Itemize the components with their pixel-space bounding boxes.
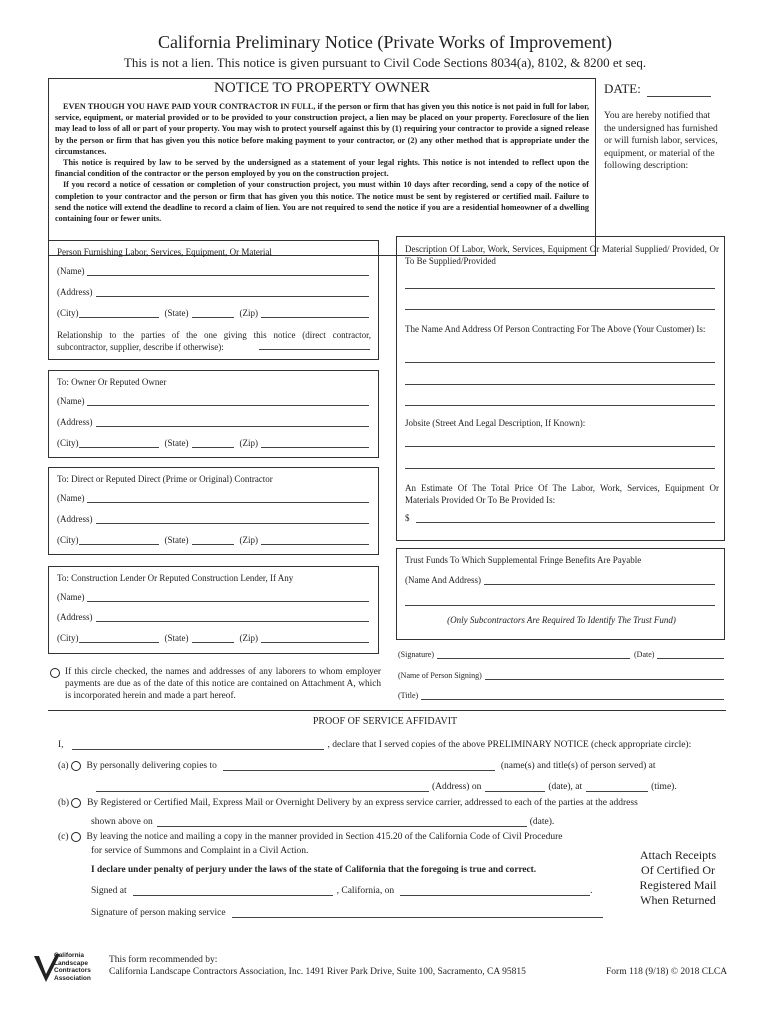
contracting-line-1[interactable] xyxy=(405,362,715,363)
signed-at-row[interactable] xyxy=(91,886,611,896)
footer-association: California Landscape Contractors Association, Inc. 1491 River Park Drive, Suite 100, Sacramento, CA 95815 xyxy=(109,967,526,977)
date-field[interactable] xyxy=(647,84,711,97)
owner-heading: To: Owner Or Reputed Owner xyxy=(57,377,167,387)
relationship-field[interactable] xyxy=(259,349,370,350)
attach-line-3: Registered Mail xyxy=(639,878,717,892)
attachment-circle[interactable] xyxy=(50,668,60,678)
owner-box xyxy=(48,370,379,458)
address-label: (Address) xyxy=(57,287,93,297)
attachment-note: If this circle checked, the names and addresses of any laborers to whom employer payments are due as of the date of this notice are contained on Attachment A, which is incorporated herein and made a part hereof. xyxy=(65,667,381,701)
footer-recommended: This form recommended by: xyxy=(109,955,218,965)
notice-box xyxy=(48,78,596,256)
proof-i-text: , declare that I served copies of the above PRELIMINARY NOTICE (check appropriate circle): xyxy=(327,740,692,750)
furnisher-address-field[interactable] xyxy=(57,287,369,297)
notice-heading: NOTICE TO PROPERTY OWNER xyxy=(214,80,430,96)
proof-a-row2[interactable] xyxy=(96,782,726,792)
clca-logo xyxy=(32,952,102,984)
footer-form-number: Form 118 (9/18) © 2018 CLCA xyxy=(606,967,728,977)
proof-c-label: (c) xyxy=(58,832,69,842)
furnisher-box xyxy=(48,240,379,360)
trust-line-2[interactable] xyxy=(405,605,715,606)
notice-paragraph-3: If you record a notice of cessation or completion of your construction project, you must within 10 days after recording, send a copy of the notice of completion to your contractor and the person or firm that has given you this notice. The notice must be sent by registered or certified mail. Failure to send the notice will extend the deadline to record a claim of lien. You are not required to send the notice if you are a residential homeowner of a dwelling containing four or fewer units. xyxy=(55,180,589,224)
proof-heading: PROOF OF SERVICE AFFIDAVIT xyxy=(312,716,458,727)
signed-at-label: Signed at xyxy=(91,886,127,896)
section-divider xyxy=(48,710,726,711)
description-line-1[interactable] xyxy=(405,288,715,289)
proof-i-row[interactable] xyxy=(58,740,726,750)
lender-heading: To: Construction Lender Or Reputed Construction Lender, If Any xyxy=(57,573,294,583)
zip-label: (Zip) xyxy=(239,535,258,545)
name-signing-label: (Name of Person Signing) xyxy=(398,671,482,680)
estimate-label: An Estimate Of The Total Price Of The Labor, Work, Services, Equipment Or Materials Provided Or To Be Provided Is: xyxy=(405,483,719,505)
zip-label: (Zip) xyxy=(239,308,258,318)
signature-row[interactable] xyxy=(398,649,724,659)
owner-city-row[interactable] xyxy=(57,438,369,448)
trust-box xyxy=(396,548,725,640)
city-label: (City) xyxy=(57,308,79,318)
form-title: California Preliminary Notice (Private Works of Improvement) xyxy=(157,32,613,52)
state-label: (State) xyxy=(164,308,189,318)
jobsite-line-1[interactable] xyxy=(405,446,715,447)
jobsite-line-2[interactable] xyxy=(405,468,715,469)
proof-b-row xyxy=(58,798,726,808)
address-label: (Address) xyxy=(57,417,93,427)
dollar-sign: $ xyxy=(405,513,410,523)
proof-a-circle[interactable] xyxy=(71,761,81,771)
contracting-line-2[interactable] xyxy=(405,384,715,385)
description-label: Description Of Labor, Work, Services, Equipment Or Material Supplied/ Provided, Or To Be Supplied/Provided xyxy=(405,244,719,266)
zip-label: (Zip) xyxy=(239,438,258,448)
owner-address-field[interactable] xyxy=(57,417,369,427)
address-label: (Address) xyxy=(57,612,93,622)
contractor-heading: To: Direct or Reputed Direct (Prime or Original) Contractor xyxy=(57,474,273,484)
city-label: (City) xyxy=(57,535,79,545)
attach-line-1: Attach Receipts xyxy=(639,848,717,862)
proof-b-row2[interactable] xyxy=(91,817,726,827)
contracting-label: The Name And Address Of Person Contracting For The Above (Your Customer) Is: xyxy=(405,324,706,334)
proof-c-circle[interactable] xyxy=(71,832,81,842)
proof-c-row xyxy=(58,832,726,842)
signed-period: . xyxy=(590,886,593,896)
trust-name-label: (Name And Address) xyxy=(405,575,481,585)
jobsite-label: Jobsite (Street And Legal Description, If Known): xyxy=(405,418,586,428)
server-signature-label: Signature of person making service xyxy=(91,908,226,918)
contractor-city-row[interactable] xyxy=(57,535,369,545)
city-label: (City) xyxy=(57,438,79,448)
estimate-field[interactable] xyxy=(405,513,715,523)
proof-a-date: (date), at xyxy=(548,782,583,792)
state-label: (State) xyxy=(164,633,189,643)
zip-label: (Zip) xyxy=(239,633,258,643)
name-label: (Name) xyxy=(57,493,85,503)
name-signing-row[interactable] xyxy=(398,670,724,680)
trust-note: (Only Subcontractors Are Required To Identify The Trust Fund) xyxy=(447,615,676,625)
city-label: (City) xyxy=(57,633,79,643)
attach-line-4: When Returned xyxy=(640,893,716,907)
proof-i-label: I, xyxy=(58,740,64,750)
date-label: DATE: xyxy=(604,81,641,96)
name-label: (Name) xyxy=(57,592,85,602)
proof-a-time: (time). xyxy=(651,782,677,792)
lender-address-field[interactable] xyxy=(57,612,369,622)
details-box xyxy=(396,236,725,541)
perjury-declaration: I declare under penalty of perjury under the laws of the state of California that the foregoing is true and correct. xyxy=(91,865,537,875)
contractor-name-field[interactable] xyxy=(57,493,369,503)
proof-b-date: (date). xyxy=(529,817,555,827)
relationship-label: Relationship to the parties of the one giving this notice (direct contractor, subcontractor, supplier, describe if otherwise): xyxy=(57,330,371,352)
trust-name-field[interactable] xyxy=(405,575,715,585)
server-signature-row[interactable] xyxy=(91,908,603,918)
state-label: (State) xyxy=(164,438,189,448)
proof-b-circle[interactable] xyxy=(71,798,81,808)
date-notified-text: You are hereby notified that the undersigned has furnished or will furnish labor, services, equipment, or material of the following description: xyxy=(604,111,718,171)
sign-date-label: (Date) xyxy=(634,650,655,659)
trust-heading: Trust Funds To Which Supplemental Fringe Benefits Are Payable xyxy=(405,555,642,565)
proof-c-text-1: By leaving the notice and mailing a copy in the manner provided in Section 415.20 of the California Code of Civil Procedure xyxy=(86,832,563,842)
california-on-label: , California, on xyxy=(336,886,395,896)
proof-b-shown: shown above on xyxy=(91,817,153,827)
proof-b-text: By Registered or Certified Mail, Express Mail or Overnight Delivery by an express service carrier, addressed to each of the parties at the address xyxy=(87,798,638,808)
proof-a-names: (name(s) and title(s) of person served) at xyxy=(500,761,656,771)
attach-receipts-note xyxy=(630,848,726,908)
furnisher-city-row[interactable] xyxy=(57,308,369,318)
logo-text-2: Landscape xyxy=(54,959,88,967)
furnisher-name-field[interactable] xyxy=(57,266,369,276)
contractor-box xyxy=(48,467,379,555)
contracting-line-3[interactable] xyxy=(405,405,715,406)
notice-paragraph-2: This notice is required by law to be served by the undersigned as a statement of your legal rights. This notice is not intended to reflect upon the financial condition of the contractor or the person employed by you on the construction project. xyxy=(55,158,589,179)
proof-a-label: (a) xyxy=(58,761,69,771)
name-label: (Name) xyxy=(57,396,85,406)
furnisher-heading: Person Furnishing Labor, Services, Equipment, Or Material xyxy=(57,247,272,257)
proof-a-row[interactable] xyxy=(58,761,726,771)
form-subtitle: This is not a lien. This notice is given pursuant to Civil Code Sections 8034(a), 8102, & 8200 et seq. xyxy=(123,55,647,70)
date-row xyxy=(604,81,711,97)
contractor-address-field[interactable] xyxy=(57,514,369,524)
proof-c-text-2: for service of Summons and Complaint in a Civil Action. xyxy=(91,846,309,856)
address-label: (Address) xyxy=(57,514,93,524)
owner-name-field[interactable] xyxy=(57,396,369,406)
logo-text-1: California xyxy=(54,952,84,959)
lender-name-field[interactable] xyxy=(57,592,369,602)
notice-paragraph-1: EVEN THOUGH YOU HAVE PAID YOUR CONTRACTOR IN FULL, if the person or firm that has given you this notice is not paid in full for labor, service, equipment, or material provided or to be provided to your construction project, a lien may be placed on your property. Foreclosure of the lien may lead to loss of all or part of your property. You may wish to protect yourself against this by (1) requiring your contractor to provide a signed release by the person or firm that has given you this notice before making payment to your contractor, or (2) any other method that is appropriate under the circumstances. xyxy=(55,102,589,156)
title-label: (Title) xyxy=(398,691,419,700)
logo-text-4: Association xyxy=(54,974,91,982)
notice-text xyxy=(55,101,589,224)
proof-b-label: (b) xyxy=(58,798,70,808)
attach-line-2: Of Certified Or xyxy=(641,863,715,877)
description-line-2[interactable] xyxy=(405,309,715,310)
name-label: (Name) xyxy=(57,266,85,276)
signature-label: (Signature) xyxy=(398,650,434,659)
lender-city-row[interactable] xyxy=(57,633,369,643)
proof-a-address: (Address) on xyxy=(432,782,482,792)
lender-box xyxy=(48,566,379,654)
title-row[interactable] xyxy=(398,690,724,700)
state-label: (State) xyxy=(164,535,189,545)
proof-a-text: By personally delivering copies to xyxy=(86,761,217,771)
logo-text-3: Contractors xyxy=(54,967,91,975)
